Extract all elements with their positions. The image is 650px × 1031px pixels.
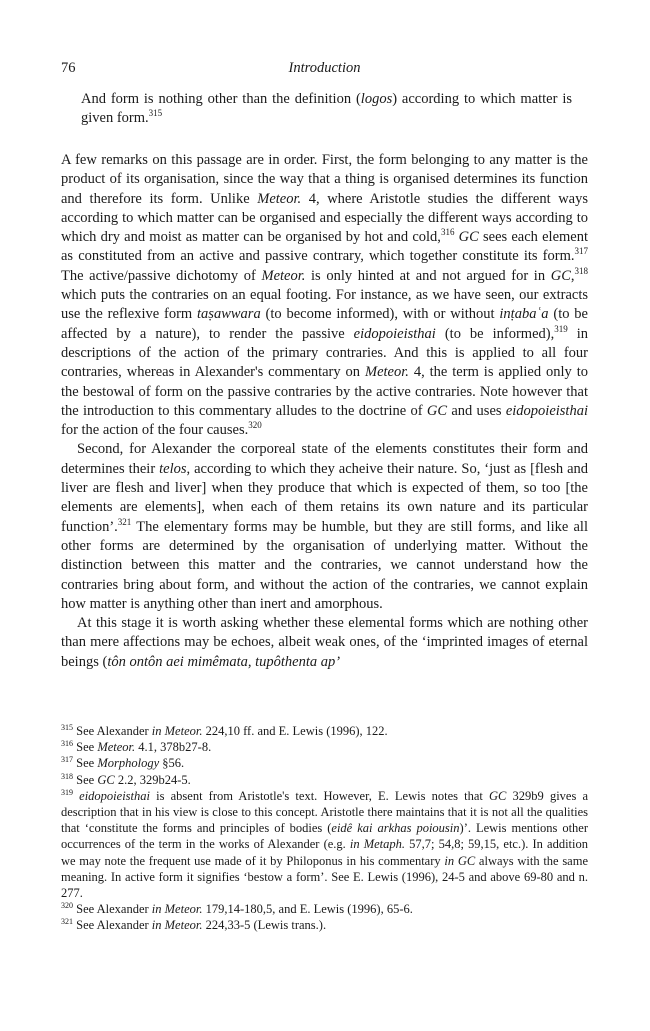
text-run: 329b9 gives a description that in his view is close to this concept. Aristotle there maintains that it is not all the qualities that ‘constitute the forms and principles of bodies (	[61, 788, 589, 836]
footnote-number: 316	[61, 739, 73, 749]
italic-title: Morphology	[97, 756, 160, 771]
text-run: See	[76, 756, 98, 771]
quote-term-logos: logos	[360, 91, 393, 107]
text-run: in descriptions of the action of the primary contraries. And this is applied to all four contraries, whereas in Alexander's commentary on	[61, 325, 588, 381]
text-run: See Alexander	[76, 724, 152, 738]
text-run: 4, where Aristotle studies the different ways according to which matter can be organised and especially the different ways according to which dry and moist as matter can be organised by hot and cold,	[61, 190, 589, 246]
greek-term: tôn ontôn aei mimêmata, tupôthenta ap’	[107, 653, 341, 670]
running-head	[61, 58, 588, 78]
footnote-number: 320	[61, 901, 73, 911]
text-run: 224,10 ff. and E. Lewis (1996), 122.	[202, 724, 388, 738]
text-run: and uses	[447, 402, 506, 419]
footnote-319	[61, 788, 588, 901]
paragraph-3	[61, 614, 588, 672]
footnote-317	[61, 755, 588, 771]
footnote-ref-321[interactable]: 321	[117, 516, 132, 527]
title-gc: GC	[550, 267, 571, 284]
footnote-number: 321	[61, 917, 73, 927]
italic-title: in GC	[444, 853, 476, 868]
italic-title: in Metaph.	[349, 837, 406, 852]
text-run: 4.1, 378b27-8.	[135, 740, 212, 755]
footnote-number: 318	[61, 771, 73, 781]
footnote-321	[61, 917, 588, 933]
paragraph-1	[61, 151, 588, 440]
running-title: Introduction	[288, 60, 361, 76]
footnote-318	[61, 772, 588, 788]
arabic-term: taṣawwara	[197, 306, 261, 323]
italic-title: in Meteor.	[151, 918, 203, 933]
title-meteor: Meteor.	[261, 267, 306, 284]
footnote-number: 315	[61, 723, 73, 732]
title-meteor: Meteor.	[257, 190, 302, 207]
text-run: See	[76, 740, 98, 755]
text-run: 179,14-180,5, and E. Lewis (1996), 65-6.	[202, 902, 413, 917]
text-run: A few remarks on this passage are in order. First, the form belonging to any matter is the product of its organisation, since the way that a thing is organised determines its function and therefore its form. Unlike	[61, 152, 588, 207]
italic-title: GC	[97, 772, 115, 787]
italic-title: GC	[489, 788, 507, 803]
footnote-320	[61, 901, 588, 917]
footnote-ref-316[interactable]: 316	[440, 227, 455, 238]
page-number: 76	[61, 60, 76, 76]
text-run: §56.	[159, 756, 185, 771]
title-gc: GC	[426, 402, 448, 419]
text-run: (to be informed),	[435, 325, 555, 342]
footnote-number: 317	[61, 755, 73, 765]
italic-title: in Meteor.	[151, 902, 203, 917]
text-run: 4, the term is applied only to the bestowal of form on the passive contraries by the active contraries. Note however that the introduction to this commentary alludes to the doctrine of	[61, 364, 588, 419]
footnote-number: 319	[61, 787, 73, 797]
text-run: always with the same meaning. In active form it signifies ‘bestow a form’. See E. Lewis (1996), 24-5 and above 69-80 and n. 277.	[61, 853, 589, 901]
quote-text: ) according to which matter is given form.	[81, 91, 572, 126]
title-gc: GC	[458, 229, 479, 246]
greek-term: eidopoieisthai	[505, 402, 588, 419]
text-run: See Alexander	[76, 918, 152, 933]
paragraph-2	[61, 440, 588, 614]
text-run: )’. Lewis mentions other occurrences of the term in the works of Alexander (e.g.	[61, 821, 589, 852]
footnote-ref-315[interactable]: 315	[148, 108, 163, 118]
italic-term: eidopoieisthai	[79, 788, 150, 803]
greek-term: telos	[159, 460, 187, 477]
text-run: is absent from Aristotle's text. However, E. Lewis notes that	[149, 788, 490, 803]
italic-title: Meteor.	[97, 740, 136, 755]
text-run: Second, for Alexander the corporeal state of the elements constitutes their form and determines their	[61, 441, 588, 477]
text-run: The active/passive dichotomy of	[61, 267, 262, 284]
text-run: which puts the contraries on an equal footing. For instance, as we have seen, our extracts use the reflexive form	[61, 287, 588, 323]
footnote-ref-319[interactable]: 319	[554, 323, 568, 334]
footnote-ref-318[interactable]: 318	[574, 265, 588, 276]
footnotes	[61, 723, 588, 934]
body-text	[61, 151, 588, 672]
title-meteor: Meteor.	[365, 364, 409, 381]
text-run: The elementary forms may be humble, but they are still forms, and like all other forms are determined by the organisation of underlying matter. Without the distinction between this matter and the contraries, we cannot understand how the contraries bring about form, and without the action of the contraries, we cannot explain how matter is anything other than inert and amorphous.	[61, 518, 588, 612]
text-run: 57,7; 54,8; 59,15, etc.). In addition we may note the frequent use made of it by Philoponus in his commentary	[61, 837, 588, 868]
text-run: sees each element as constituted from an active and passive contrary, which together constitute its form.	[61, 229, 589, 265]
text-run: , according to which they acheive their nature. So, ‘just as [flesh and liver are flesh and liver] when they produce that which is expected of them, so too [the elements are elements], when each of them retains its own nature and its particular function’.	[61, 460, 588, 535]
quote-text: And form is nothing other than the definition (	[81, 91, 361, 107]
italic-title: in Meteor.	[151, 724, 203, 738]
text-run: See Alexander	[76, 902, 152, 917]
footnote-ref-317[interactable]: 317	[574, 246, 588, 257]
text-run: (to become informed), with or without	[260, 306, 500, 323]
text-run: At this stage it is worth asking whether these elemental forms which are nothing other than mere affections may be echoes, albeit weak ones, of the ‘imprinted images of eternal beings (	[61, 615, 588, 670]
footnote-ref-320[interactable]: 320	[248, 420, 262, 431]
text-run: 224,33-5 (Lewis trans.).	[202, 918, 327, 933]
text-run: (to be affected by a nature), to render the passive	[61, 306, 588, 342]
block-quote	[81, 90, 572, 128]
italic-term: eidê kai arkhas poiousin	[331, 821, 460, 836]
text-run: is only hinted at and not argued for in	[305, 267, 551, 284]
footnote-316	[61, 739, 588, 755]
text-run: See	[76, 772, 98, 787]
footnote-315	[61, 723, 588, 739]
text-run: ,	[570, 267, 575, 284]
text-run: 2.2, 329b24-5.	[114, 772, 191, 787]
arabic-term: inṭabaʿa	[499, 306, 549, 323]
greek-term: eidopoieisthai	[353, 325, 436, 342]
text-run: for the action of the four causes.	[61, 422, 249, 439]
